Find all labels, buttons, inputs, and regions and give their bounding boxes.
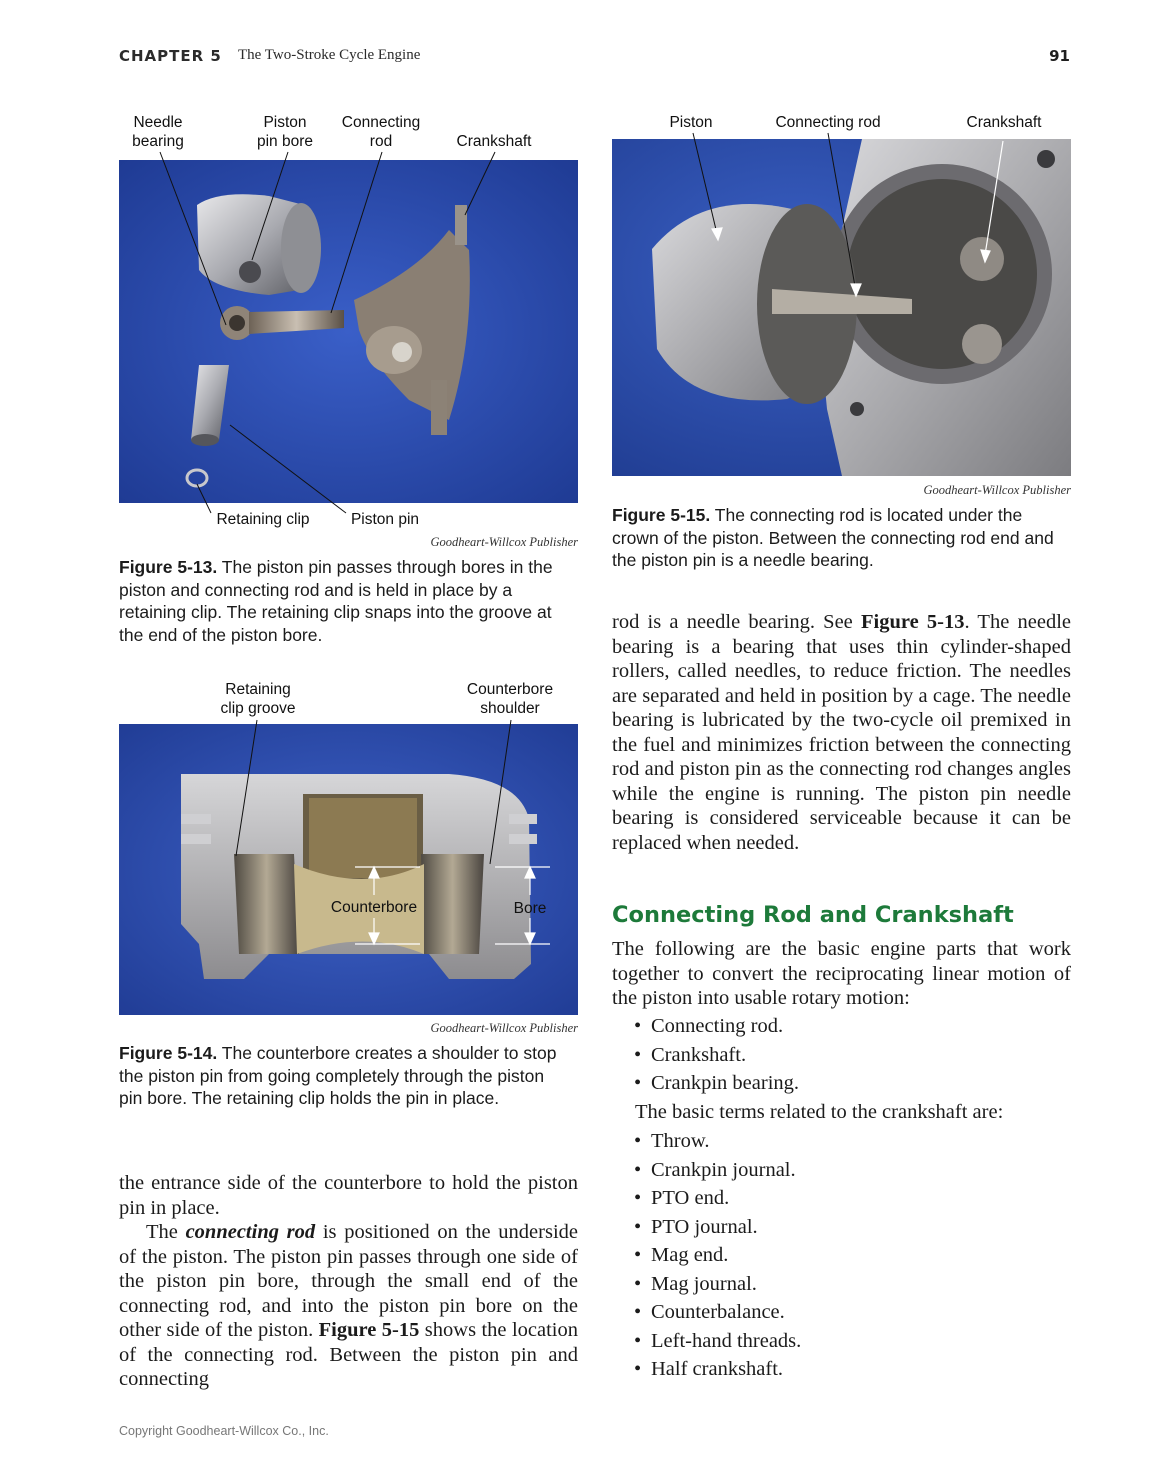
figure-5-13-credit: Goodheart-Willcox Publisher	[430, 535, 578, 549]
label-bore: Bore	[513, 900, 547, 917]
label-piston: Piston	[669, 114, 713, 131]
list-item: • Throw.	[632, 1127, 1072, 1156]
list-item: • Crankpin journal.	[632, 1156, 1072, 1185]
label-counterbore-shoulder: Counterbore shoulder	[466, 681, 554, 717]
label-needle-bearing: Needle bearing	[132, 114, 184, 150]
chapter-title: The Two-Stroke Cycle Engine	[238, 47, 421, 63]
paragraph-connecting-rod	[119, 1220, 578, 1392]
list-item: • Crankpin bearing.	[632, 1069, 1072, 1098]
label-connecting-rod: Connecting rod	[341, 114, 421, 150]
terms-intro: The basic terms related to the crankshaft are:	[635, 1101, 1004, 1123]
list-item: • PTO journal.	[632, 1213, 1072, 1242]
figure-5-15-credit: Goodheart-Willcox Publisher	[923, 483, 1071, 497]
text-span: rod is a needle bearing. See	[612, 611, 861, 633]
list-item: • Crankshaft.	[632, 1041, 1072, 1070]
term-connecting-rod: connecting rod	[185, 1221, 316, 1243]
parts-list	[632, 1012, 1072, 1098]
label-counterbore: Counterbore	[330, 899, 418, 916]
label-crankshaft: Crankshaft	[456, 133, 532, 150]
list-item: • Connecting rod.	[632, 1012, 1072, 1041]
figure-5-13-caption-text: The piston pin passes through bores in the piston and connecting rod and is held in place by a retaining clip. The retaining clip snaps into the groove at the end of the piston bore.	[119, 557, 553, 645]
figure-5-13-caption-label: Figure 5-13.	[119, 557, 218, 577]
label-piston-pin: Piston pin	[350, 511, 420, 528]
copyright-footer: Copyright Goodheart-Willcox Co., Inc.	[119, 1424, 329, 1438]
figure-5-15-caption-label: Figure 5-15.	[612, 505, 711, 525]
list-item: • Mag journal.	[632, 1270, 1072, 1299]
right-column-text	[612, 610, 1071, 855]
figure-5-14-caption	[119, 1042, 569, 1110]
text-span: The	[146, 1221, 186, 1243]
label-piston-pin-bore: Piston pin bore	[256, 114, 313, 150]
figure-5-14-caption-label: Figure 5-14.	[119, 1043, 218, 1063]
page-number: 91	[1049, 47, 1070, 65]
label-retaining-clip: Retaining clip	[216, 511, 310, 528]
text-span: is positioned on the underside of the piston. The piston pin passes through one side of the piston pin bore, through the small end of the connecting rod, and into the piston pin bore on the other side of the piston.	[119, 1221, 578, 1341]
left-column-text	[119, 1171, 578, 1392]
list-item: • PTO end.	[632, 1184, 1072, 1213]
figure-ref-5-15: Figure 5-15	[318, 1319, 420, 1341]
text-span: . The needle bearing is a bearing that uses thin cylinder-shaped rollers, called needles, to reduce friction. The needles are separated and held in position by a cage. The needle bearing is lubricated by the two-cycle oil premixed in the fuel and minimizes friction between the connecting rod and piston pin as the connecting rod changes angles while the engine is running. The piston pin needle bearing is considered serviceable because it can be replaced when needed.	[612, 611, 1071, 854]
section-heading: Connecting Rod and Crankshaft	[612, 902, 1014, 928]
paragraph-needle-bearing	[612, 610, 1071, 855]
text-span: shows the location of the connecting rod. Between the piston pin and connecting	[119, 1319, 578, 1390]
figure-5-15-caption	[612, 504, 1071, 572]
list-item: • Counterbalance.	[632, 1298, 1072, 1327]
list-item: • Left-hand threads.	[632, 1327, 1072, 1356]
label-connecting-rod: Connecting rod	[775, 114, 881, 131]
figure-5-14-credit: Goodheart-Willcox Publisher	[430, 1021, 578, 1035]
label-retaining-clip-groove: Retaining clip groove	[220, 681, 296, 717]
list-item: • Mag end.	[632, 1241, 1072, 1270]
section-intro: The following are the basic engine parts that work together to convert the reciprocating linear motion of the piston into usable rotary motion:	[612, 938, 1071, 1009]
label-crankshaft: Crankshaft	[966, 114, 1042, 131]
paragraph-counterbore-continued: the entrance side of the counterbore to hold the piston pin in place.	[119, 1172, 578, 1219]
list-item: • Half crankshaft.	[632, 1355, 1072, 1384]
figure-5-15-caption-text: The connecting rod is located under the crown of the piston. Between the connecting rod end and the piston pin is a needle bearing.	[612, 505, 1054, 570]
figure-ref-5-13: Figure 5-13	[860, 611, 965, 633]
figure-5-15-leader-lines	[0, 0, 1156, 480]
chapter-label: CHAPTER 5	[119, 47, 222, 65]
terms-list	[632, 1127, 1072, 1384]
figure-5-14-caption-text: The counterbore creates a shoulder to stop the piston pin from going completely through the piston pin bore. The retaining clip holds the pin in place.	[119, 1043, 557, 1108]
